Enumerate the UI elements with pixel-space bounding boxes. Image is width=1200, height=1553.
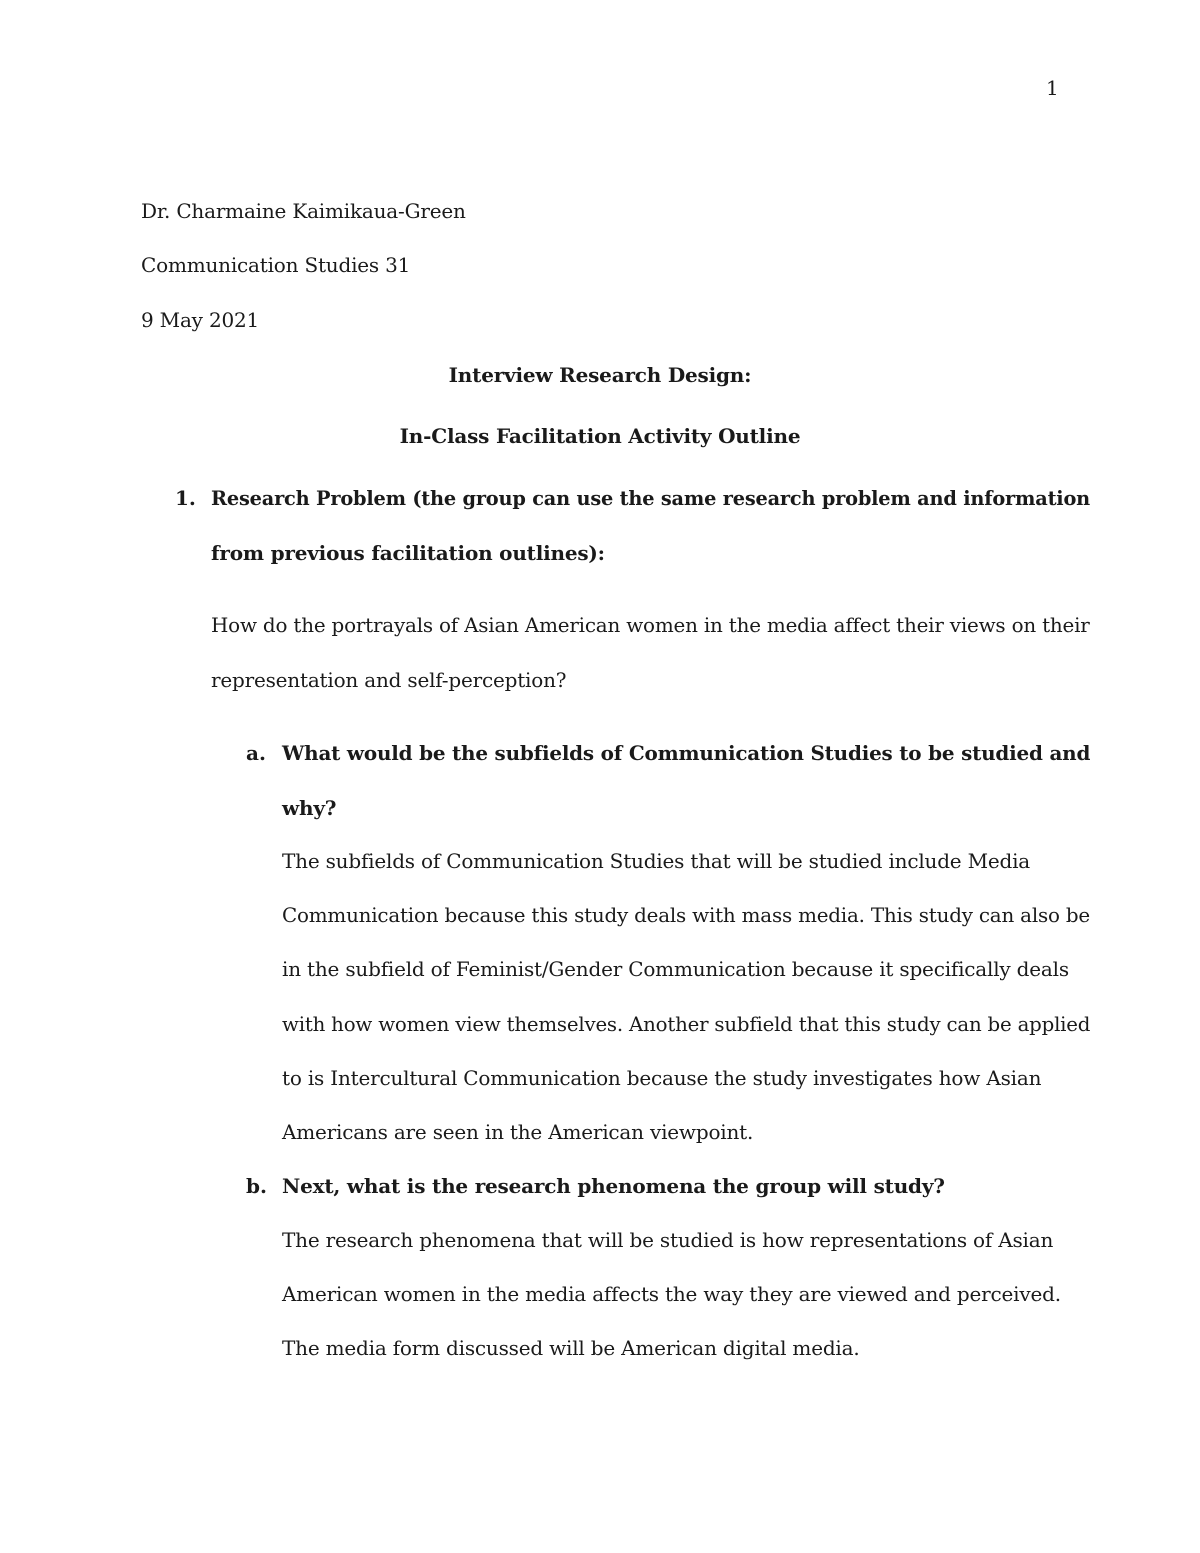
- course-name: Communication Studies 31: [141, 253, 411, 277]
- subsection-body-line: The media form discussed will be American digital media.: [282, 1336, 860, 1360]
- subsection-body-line: The research phenomena that will be studied is how representations of Asian: [282, 1228, 1054, 1252]
- subsection-body-line: American women in the media affects the way they are viewed and perceived.: [282, 1282, 1061, 1306]
- section-marker: 1.: [175, 486, 196, 510]
- title-line-1: Interview Research Design:: [448, 363, 752, 387]
- instructor-name: Dr. Charmaine Kaimikaua-Green: [141, 199, 466, 223]
- research-question-line: How do the portrayals of Asian American women in the media affect their views on their: [211, 613, 1090, 637]
- document-date: 9 May 2021: [141, 308, 260, 332]
- subsection-heading-line: Next, what is the research phenomena the group will study?: [282, 1174, 945, 1198]
- research-question-line: representation and self-perception?: [211, 668, 567, 692]
- subsection-body-line: with how women view themselves. Another subfield that this study can be applied: [282, 1012, 1091, 1036]
- subsection-heading-line: What would be the subfields of Communication Studies to be studied and: [282, 741, 1091, 765]
- section-heading-line: Research Problem (the group can use the same research problem and information: [211, 486, 1090, 510]
- subsection-marker: b.: [246, 1174, 267, 1198]
- page-number: 1: [1046, 76, 1059, 100]
- subsection-body-line: to is Intercultural Communication because the study investigates how Asian: [282, 1066, 1042, 1090]
- subsection-marker: a.: [246, 741, 266, 765]
- subsection-body-line: Americans are seen in the American viewpoint.: [282, 1120, 754, 1144]
- subsection-heading-line: why?: [282, 796, 337, 820]
- section-heading-line: from previous facilitation outlines):: [211, 541, 605, 565]
- subsection-body-line: in the subfield of Feminist/Gender Communication because it specifically deals: [282, 957, 1069, 981]
- title-line-2: In-Class Facilitation Activity Outline: [399, 424, 801, 448]
- subsection-body-line: Communication because this study deals with mass media. This study can also be: [282, 903, 1090, 927]
- subsection-body-line: The subfields of Communication Studies that will be studied include Media: [282, 849, 1031, 873]
